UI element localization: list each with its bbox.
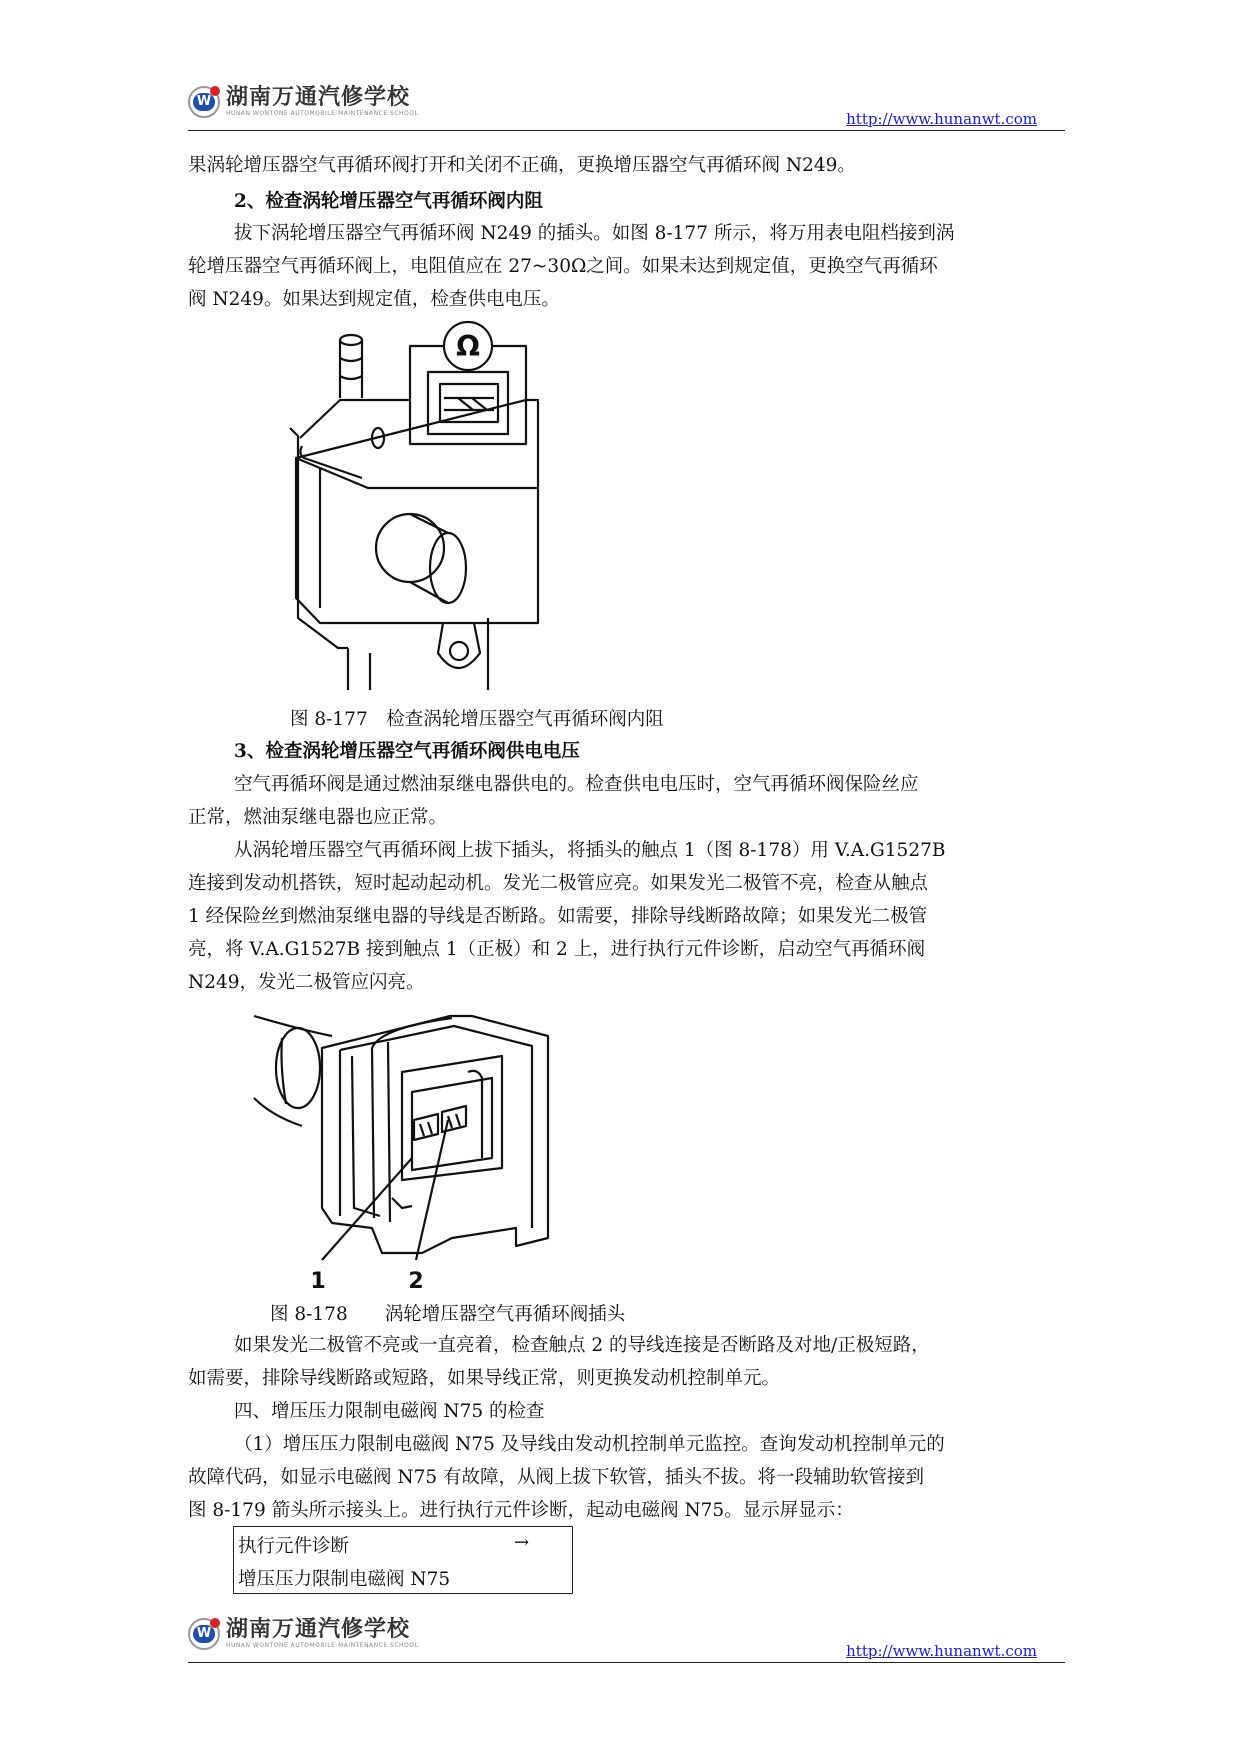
display-row-1: 执行元件诊断 xyxy=(238,1536,350,1557)
school-name-en: HUNAN WONTONE AUTOMOBILE-MAINTENANCE SCHOOL xyxy=(226,1642,419,1649)
contact-label-1: 1 xyxy=(310,1269,326,1294)
text-line: 如果发光二极管不亮或一直亮着，检查触点 2 的导线连接是否断路及对地/正极短路， xyxy=(234,1335,930,1356)
section-heading: 2、检查涡轮增压器空气再循环阀内阻 xyxy=(234,191,543,212)
figure-caption-178: 图 8-178 涡轮增压器空气再循环阀插头 xyxy=(270,1304,626,1325)
tester-display-box xyxy=(233,1526,573,1594)
contact-label-2: 2 xyxy=(408,1269,424,1294)
school-name: 湖南万通汽修学校 xyxy=(226,85,411,110)
figure-caption-177: 图 8-177 检查涡轮增压器空气再循环阀内阻 xyxy=(290,709,664,730)
text-line: 亮，将 V.A.G1527B 接到触点 1（正极）和 2 上，进行执行元件诊断，启动空气再循环阀 xyxy=(188,939,926,960)
school-name: 湖南万通汽修学校 xyxy=(226,1617,411,1642)
text-line: 正常，燃油泵继电器也应正常。 xyxy=(188,807,448,828)
text-line: 空气再循环阀是通过燃油泵继电器供电的。检查供电电压时，空气再循环阀保险丝应 xyxy=(234,774,919,795)
text-line: 如需要，排除导线断路或短路，如果导线正常，则更换发动机控制单元。 xyxy=(188,1368,781,1389)
figure-8-178 xyxy=(252,1008,572,1296)
text-line: 故障代码，如显示电磁阀 N75 有故障，从阀上拔下软管，插头不拔。将一段辅助软管接到 xyxy=(188,1467,924,1488)
footer-url-link[interactable]: http://www.hunanwt.com xyxy=(846,1642,1037,1660)
section-heading: 四、增压压力限制电磁阀 N75 的检查 xyxy=(234,1401,545,1422)
section-heading: 3、检查涡轮增压器空气再循环阀供电电压 xyxy=(234,741,580,762)
figure-8-177 xyxy=(258,318,558,700)
text-line: 图 8-179 箭头所示接头上。进行执行元件诊断，起动电磁阀 N75。显示屏显示： xyxy=(188,1500,854,1521)
text-line: 从涡轮增压器空气再循环阀上拔下插头，将插头的触点 1（图 8-178）用 V.A.G1527B xyxy=(234,840,946,861)
footer-divider xyxy=(188,1662,1065,1663)
school-logo xyxy=(188,84,418,120)
ohm-symbol-label: Ω xyxy=(456,330,480,363)
wontone-logo-icon: W xyxy=(188,1618,220,1650)
display-row-2: 增压压力限制电磁阀 N75 xyxy=(238,1569,451,1590)
text-line: 阀 N249。如果达到规定值，检查供电电压。 xyxy=(188,289,560,310)
text-line: 1 经保险丝到燃油泵继电器的导线是否断路。如需要，排除导线断路故障；如果发光二极管 xyxy=(188,906,928,927)
text-line: 轮增压器空气再循环阀上，电阻值应在 27~30Ω之间。如果未达到规定值，更换空气再循环 xyxy=(188,256,938,277)
text-line: 果涡轮增压器空气再循环阀打开和关闭不正确，更换增压器空气再循环阀 N249。 xyxy=(188,155,856,176)
arrow-right-icon: → xyxy=(514,1532,530,1553)
school-name-en: HUNAN WONTONE AUTOMOBILE-MAINTENANCE SCHOOL xyxy=(226,110,419,117)
page-footer xyxy=(188,1616,1065,1664)
school-logo xyxy=(188,1616,418,1652)
text-line: 连接到发动机搭铁，短时起动起动机。发光二极管应亮。如果发光二极管不亮，检查从触点 xyxy=(188,873,929,894)
wontone-logo-icon: W xyxy=(188,86,220,118)
text-line: （1）增压压力限制电磁阀 N75 及导线由发动机控制单元监控。查询发动机控制单元的 xyxy=(234,1434,945,1455)
text-line: 拔下涡轮增压器空气再循环阀 N249 的插头。如图 8-177 所示，将万用表电阻档接到涡 xyxy=(234,223,955,244)
page-header xyxy=(188,84,1065,132)
header-url-link[interactable]: http://www.hunanwt.com xyxy=(846,110,1037,128)
text-line: N249，发光二极管应闪亮。 xyxy=(188,972,425,993)
header-divider xyxy=(188,130,1065,131)
